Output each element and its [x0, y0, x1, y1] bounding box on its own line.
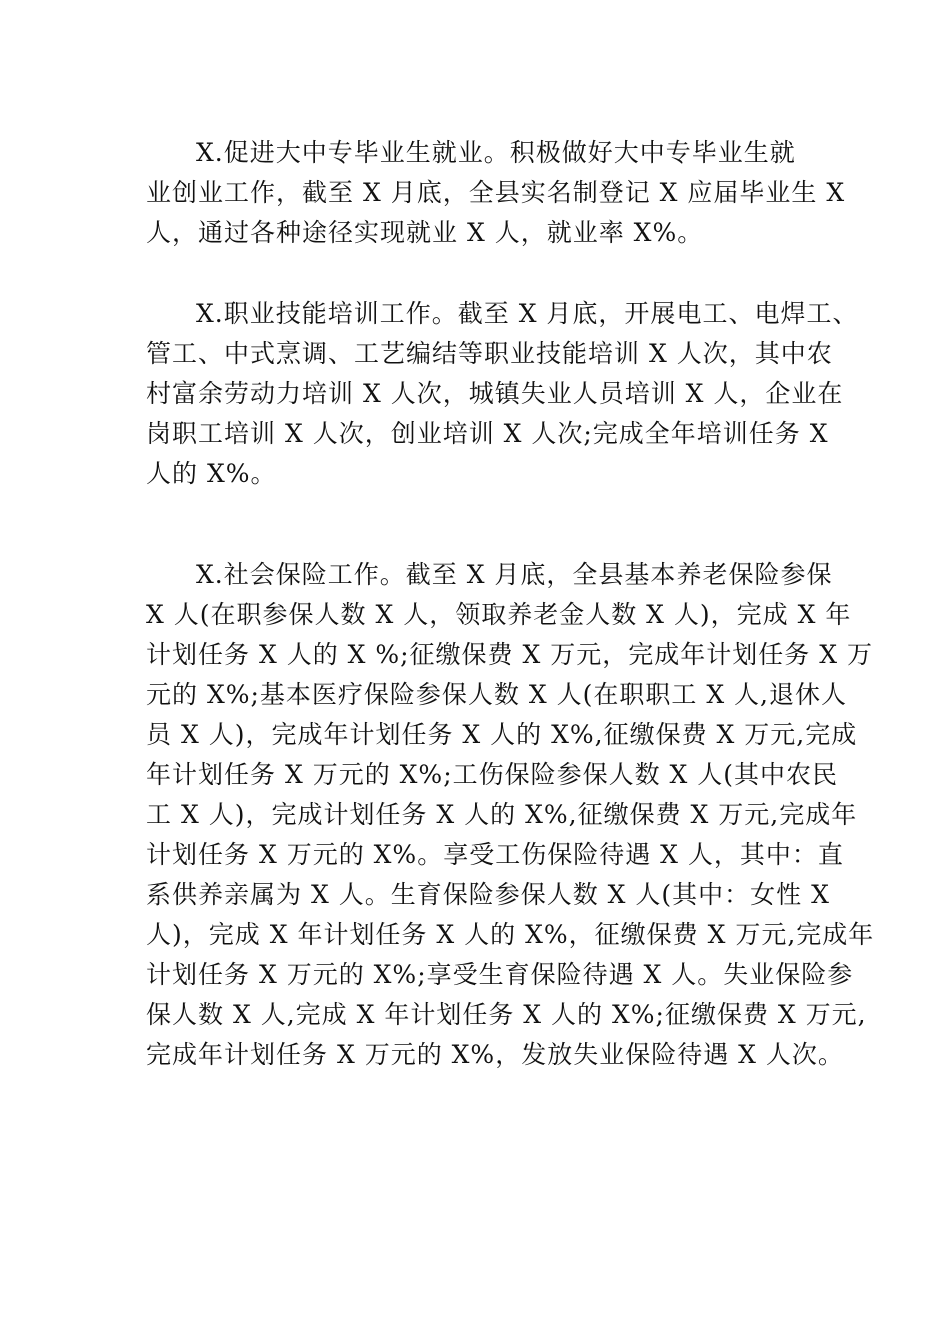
paragraph-line: 管工、中式烹调、工艺编结等职业技能培训 X 人次，其中农	[146, 339, 833, 368]
paragraph-line: X 人(在职参保人数 X 人，领取养老金人数 X 人)，完成 X 年	[146, 600, 852, 629]
paragraph-line: 计划任务 X 万元的 X%;享受生育保险待遇 X 人。失业保险参	[146, 960, 854, 989]
paragraph-line: X.促进大中专毕业生就业。积极做好大中专毕业生就	[196, 138, 796, 167]
paragraph-line: 完成年计划任务 X 万元的 X%，发放失业保险待遇 X 人次。	[146, 1040, 844, 1069]
paragraph-line: 村富余劳动力培训 X 人次，城镇失业人员培训 X 人，企业在	[146, 379, 844, 408]
paragraph-line: 保人数 X 人,完成 X 年计划任务 X 人的 X%;征缴保费 X 万元,	[146, 1000, 867, 1029]
paragraph-line: 人的 X%。	[146, 459, 277, 488]
paragraph-line: 岗职工培训 X 人次，创业培训 X 人次;完成全年培训任务 X	[146, 419, 829, 448]
paragraph-line: 人)，完成 X 年计划任务 X 人的 X%，征缴保费 X 万元,完成年	[146, 920, 875, 949]
paragraph-line: 人，通过各种途径实现就业 X 人，就业率 X%。	[146, 218, 704, 247]
paragraph-vocational-training	[146, 294, 859, 494]
paragraph-line: 元的 X%;基本医疗保险参保人数 X 人(在职职工 X 人,退休人	[146, 680, 848, 709]
paragraph-graduate-employment	[146, 133, 846, 253]
paragraph-line: X.职业技能培训工作。截至 X 月底，开展电工、电焊工、	[196, 299, 859, 328]
paragraph-line: 工 X 人)，完成计划任务 X 人的 X%,征缴保费 X 万元,完成年	[146, 800, 858, 829]
paragraph-social-insurance	[146, 555, 875, 1075]
paragraph-line: 计划任务 X 人的 X %;征缴保费 X 万元，完成年计划任务 X 万	[146, 640, 873, 669]
paragraph-line: 年计划任务 X 万元的 X%;工伤保险参保人数 X 人(其中农民	[146, 760, 839, 789]
paragraph-line: 业创业工作，截至 X 月底，全县实名制登记 X 应届毕业生 X	[146, 178, 846, 207]
paragraph-line: 员 X 人)，完成年计划任务 X 人的 X%,征缴保费 X 万元,完成	[146, 720, 858, 749]
paragraph-line: X.社会保险工作。截至 X 月底，全县基本养老保险参保	[196, 560, 833, 589]
paragraph-line: 计划任务 X 万元的 X%。享受工伤保险待遇 X 人，其中：直	[146, 840, 844, 869]
paragraph-line: 系供养亲属为 X 人。生育保险参保人数 X 人(其中：女性 X	[146, 880, 830, 909]
